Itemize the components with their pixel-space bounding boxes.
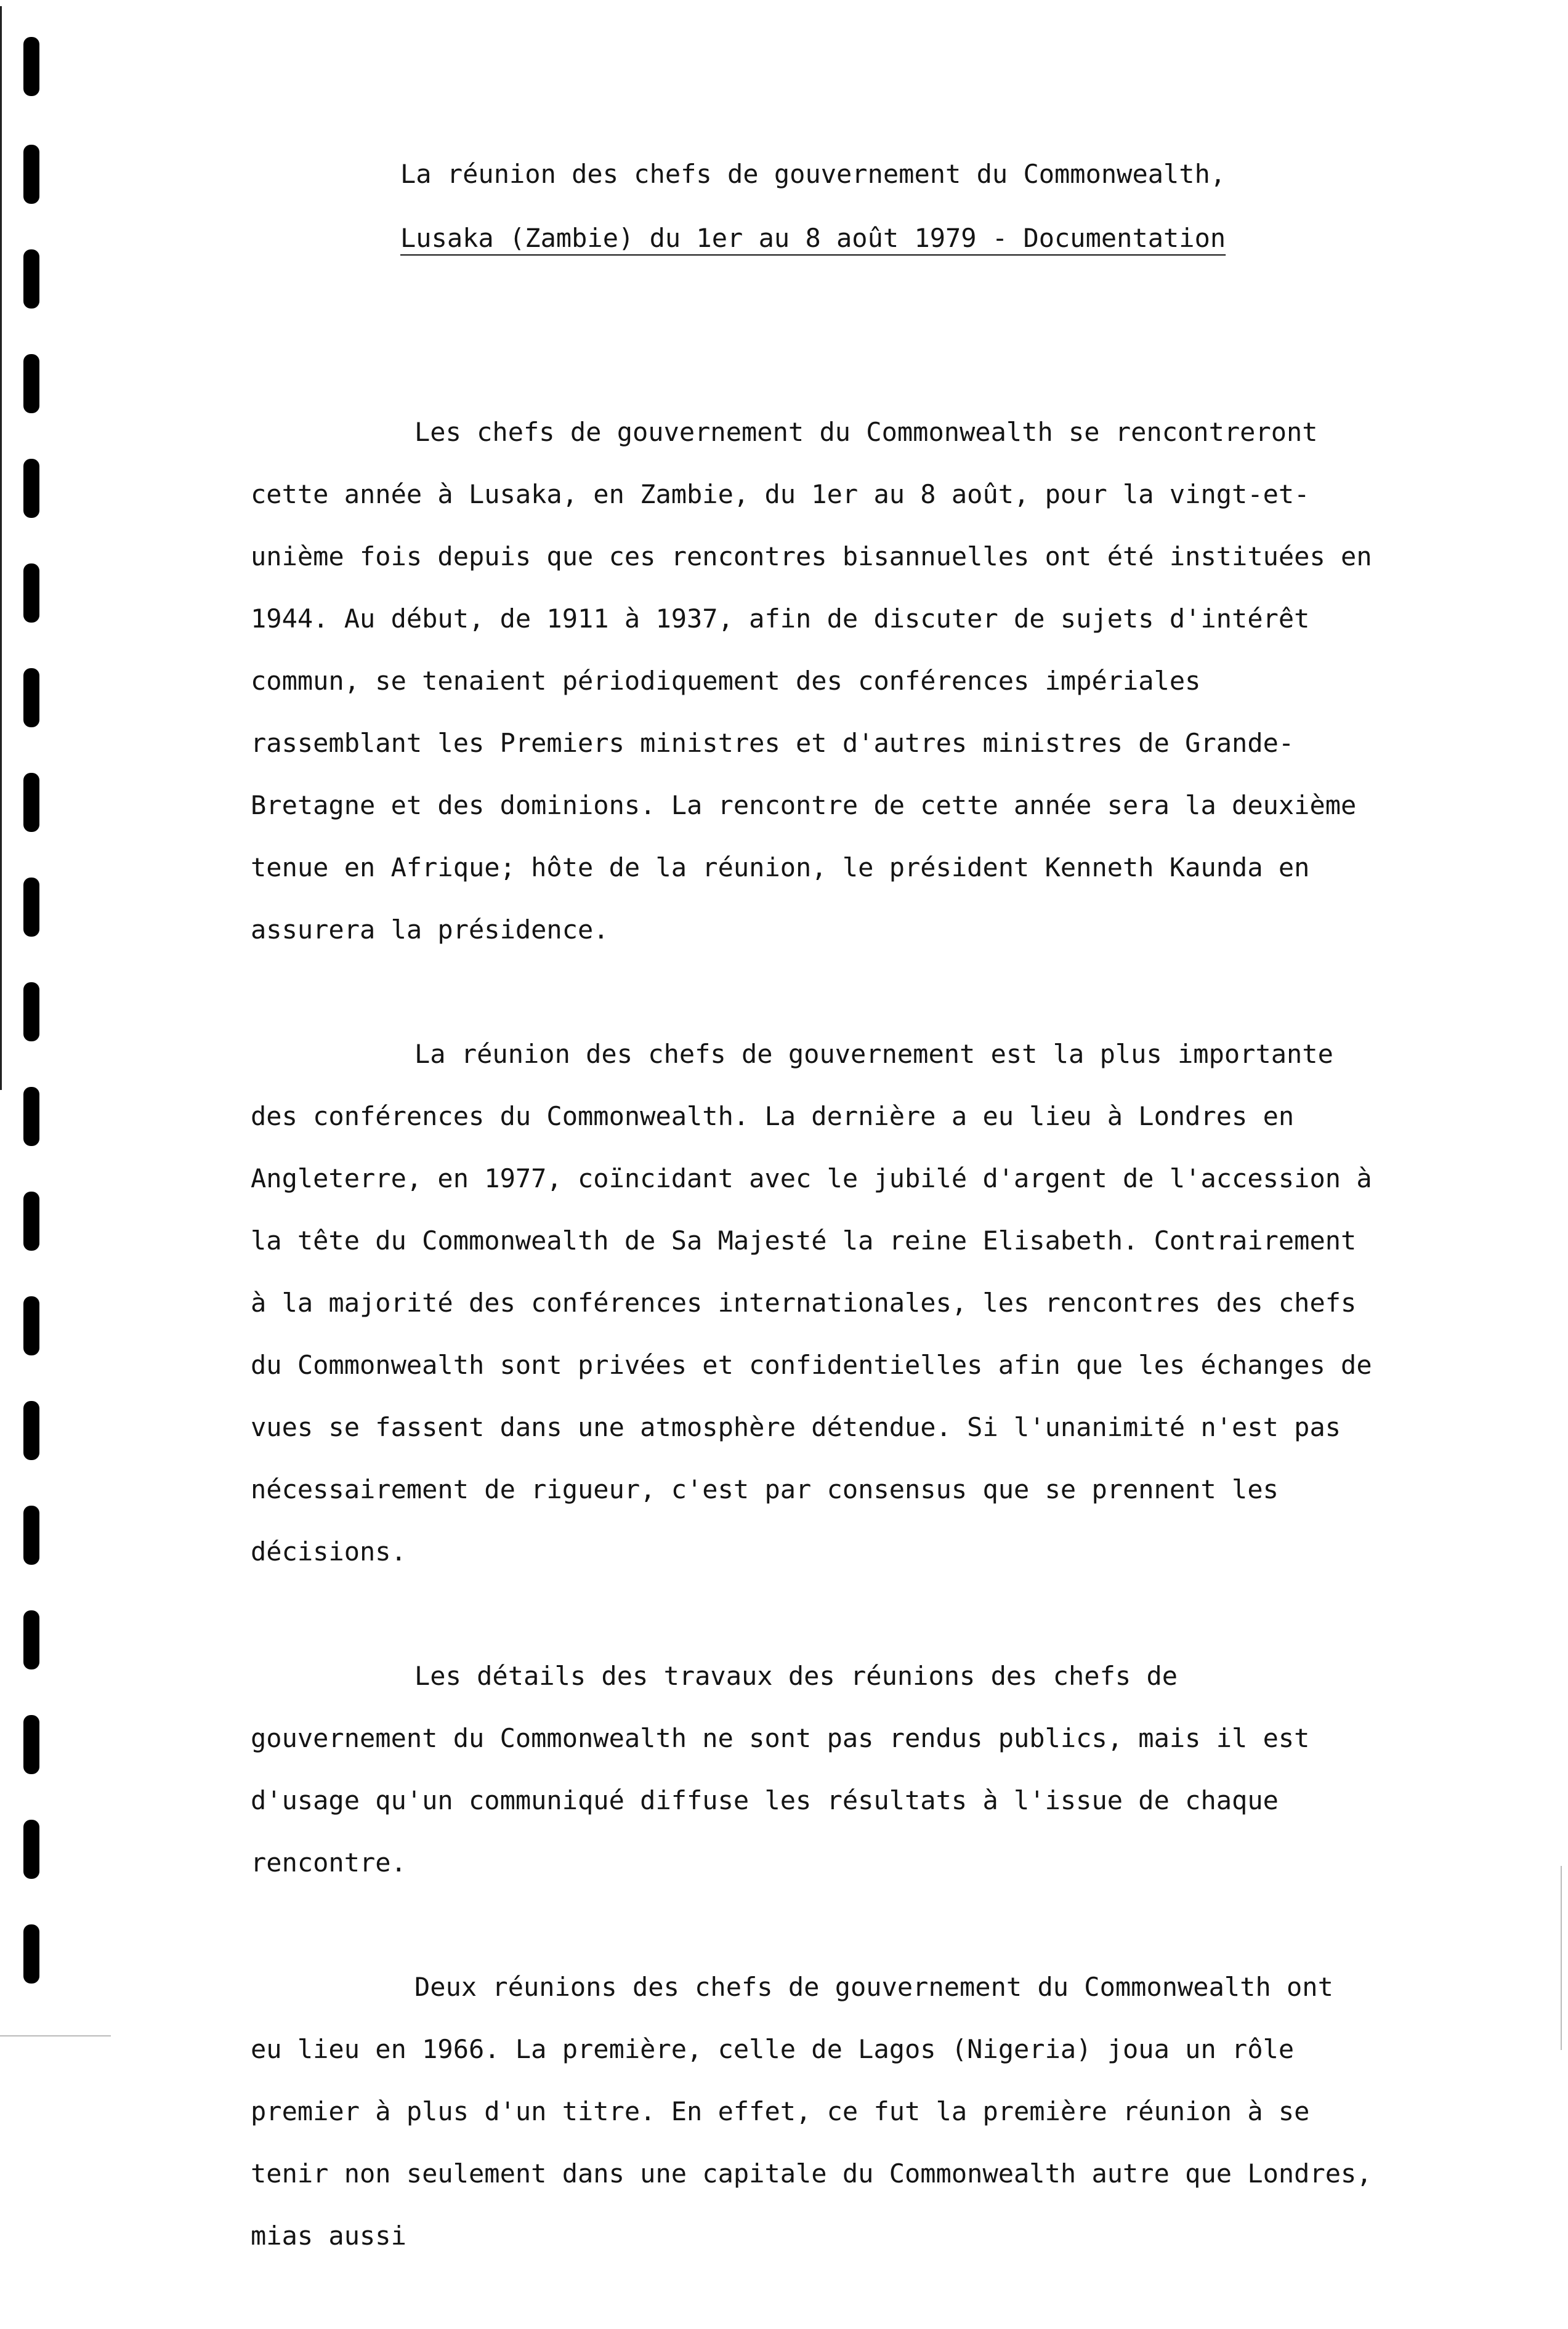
page-edge-line-bottom bbox=[0, 2035, 111, 2036]
body-paragraph: La réunion des chefs de gouvernement est la plus importante des conférences du Commonwealth. La dernière a eu lieu à Londres en Angleterre, en 1977, coïncidant avec le jubilé d'argent de l'accession à la tête du Commonwealth de Sa Majesté la reine Elisabeth. Contrairement à la majorité des conférences internationales, les rencontres des chefs du Commonwealth sont privées et confidentielles afin que les échanges de vues se fassent dans une atmosphère détendue. Si l'unanimité n'est pas nécessairement de rigueur, c'est par consensus que se prennent les décisions. bbox=[251, 1039, 1372, 1567]
document-body bbox=[251, 339, 1378, 2329]
punch-hole bbox=[23, 1715, 39, 1774]
punch-hole bbox=[23, 1820, 39, 1879]
body-paragraph: Les chefs de gouvernement du Commonwealth se rencontreront cette année à Lusaka, en Zambie, du 1er au 8 août, pour la vingt-et-unième fois depuis que ces rencontres bisannuelles ont été instituées en 1944. Au début, de 1911 à 1937, afin de discuter de sujets d'intérêt commun, se tenaient périodiquement des conférences impériales rassemblant les Premiers ministres et d'autres ministres de Grande-Bretagne et des dominions. La rencontre de cette année sera la deuxième tenue en Afrique; hôte de la réunion, le président Kenneth Kaunda en assurera la présidence. bbox=[251, 417, 1372, 945]
page-edge-line-right bbox=[1561, 1866, 1562, 2050]
punch-hole bbox=[23, 1296, 39, 1355]
body-paragraph: Deux réunions des chefs de gouvernement du Commonwealth ont eu lieu en 1966. La première, celle de Lagos (Nigeria) joua un rôle premier à plus d'un titre. En effet, ce fut la première réunion à se tenir non seulement dans une capitale du Commonwealth autre que Londres, mias aussi bbox=[251, 1972, 1372, 2251]
punch-hole bbox=[23, 1192, 39, 1251]
document-subtitle-text: Lusaka (Zambie) du 1er au 8 août 1979 - Documentation bbox=[400, 223, 1226, 253]
punch-hole bbox=[23, 1924, 39, 1984]
punch-hole bbox=[23, 1610, 39, 1669]
punch-hole bbox=[23, 145, 39, 204]
punch-hole bbox=[23, 1401, 39, 1460]
punch-hole bbox=[23, 354, 39, 413]
punch-hole bbox=[23, 563, 39, 623]
punch-hole bbox=[23, 668, 39, 727]
punch-hole bbox=[23, 249, 39, 309]
punch-hole bbox=[23, 459, 39, 518]
punch-hole bbox=[23, 878, 39, 937]
page-edge-line bbox=[0, 6, 2, 1090]
document-title: La réunion des chefs de gouvernement du Commonwealth, bbox=[400, 159, 1226, 189]
punch-hole bbox=[23, 1506, 39, 1565]
punch-hole bbox=[23, 37, 39, 96]
binding-holes bbox=[23, 34, 41, 2035]
body-paragraph: Les détails des travaux des réunions des chefs de gouvernement du Commonwealth ne sont pas rendus publics, mais il est d'usage qu'un communiqué diffuse les résultats à l'issue de chaque rencontre. bbox=[251, 1661, 1310, 1878]
document-subtitle bbox=[400, 223, 1226, 253]
punch-hole bbox=[23, 773, 39, 832]
punch-hole bbox=[23, 982, 39, 1041]
punch-hole bbox=[23, 1087, 39, 1146]
